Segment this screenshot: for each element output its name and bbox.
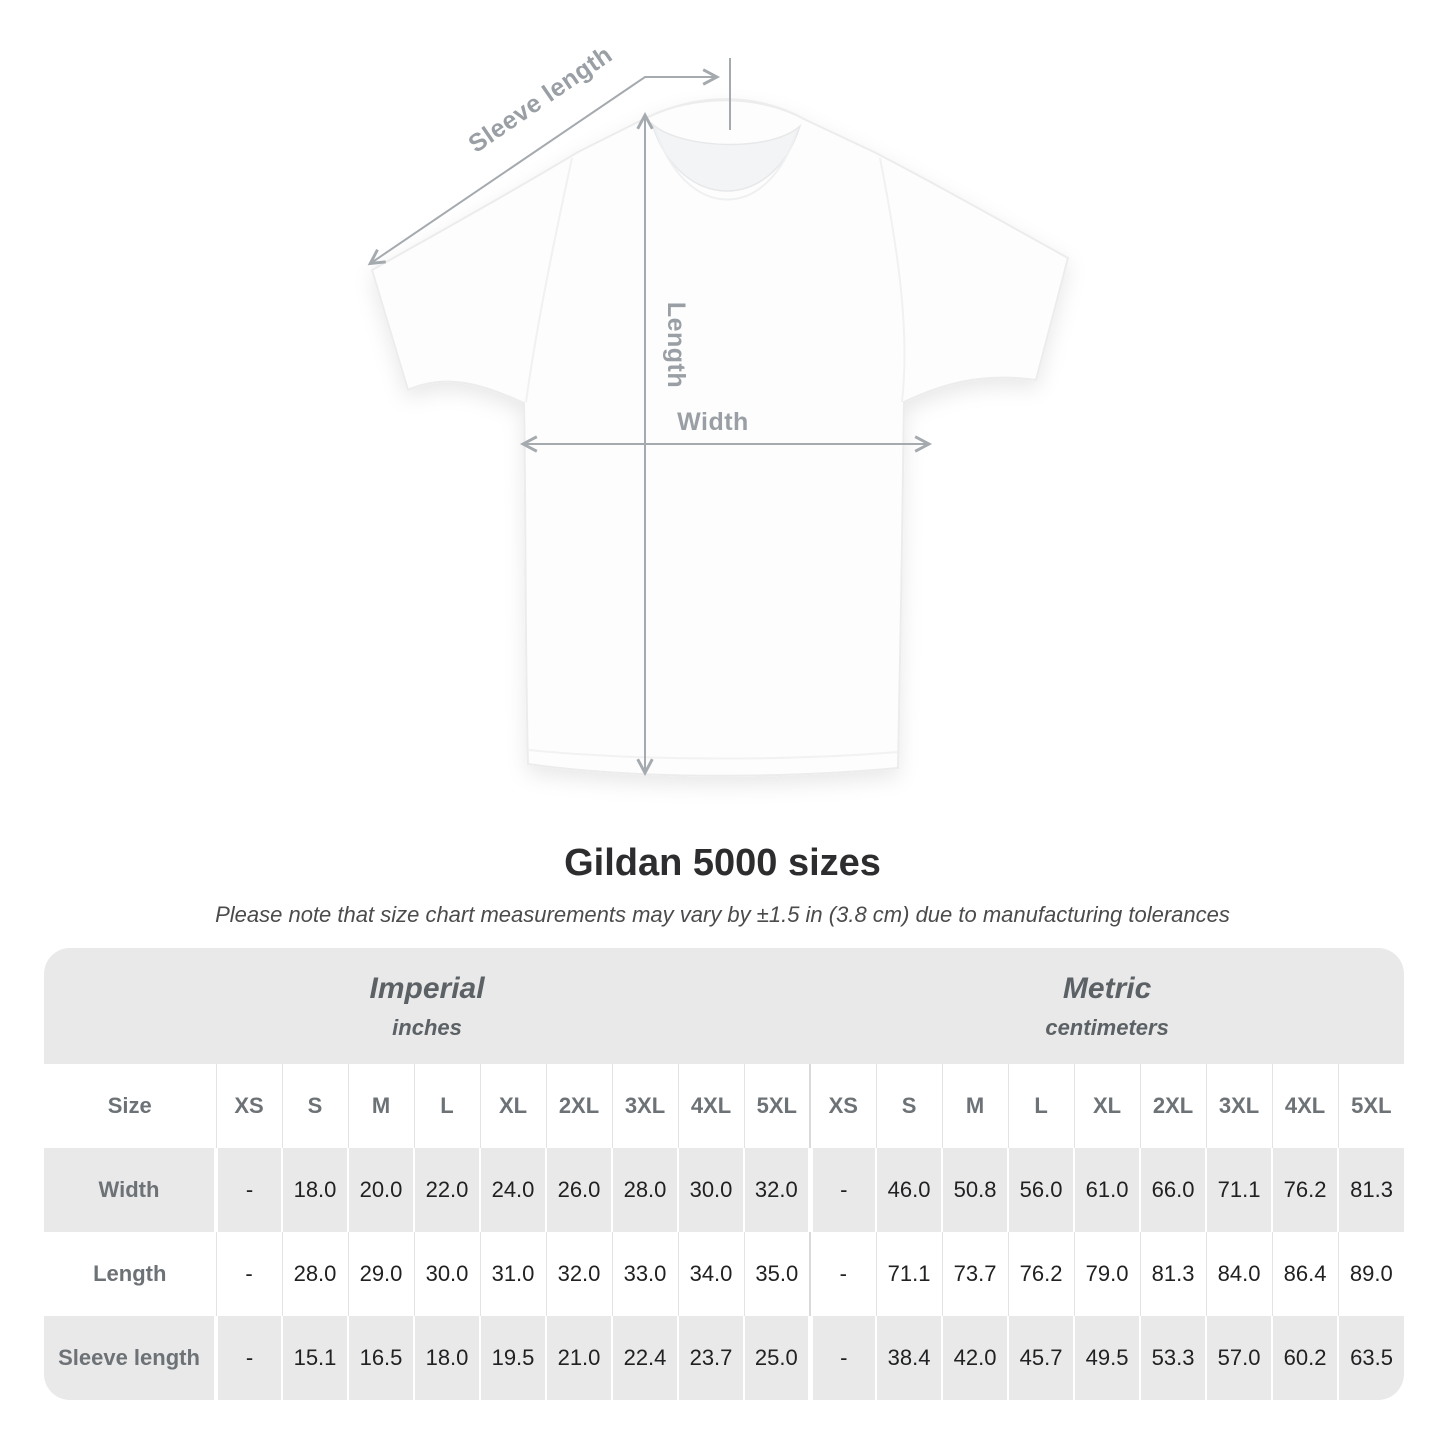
table-cell: 60.2	[1272, 1316, 1338, 1400]
table-cell: -	[216, 1148, 282, 1232]
table-cell: 22.4	[612, 1316, 678, 1400]
metric-unit: centimeters	[1045, 1014, 1169, 1040]
size-table	[44, 948, 1404, 1400]
table-cell: 30.0	[678, 1148, 744, 1232]
group-header-metric	[810, 948, 1404, 1064]
table-cell: 18.0	[282, 1148, 348, 1232]
length-label: Length	[662, 301, 690, 389]
table-cell: 49.5	[1074, 1316, 1140, 1400]
group-header-imperial	[44, 948, 810, 1064]
width-label: Width	[677, 408, 749, 436]
table-cell: 84.0	[1206, 1232, 1272, 1316]
table-cell: 28.0	[282, 1232, 348, 1316]
column-header-metric-3xl: 3XL	[1206, 1064, 1272, 1148]
table-cell: 23.7	[678, 1316, 744, 1400]
tshirt-body	[372, 99, 1068, 776]
column-header-imperial-3xl: 3XL	[612, 1064, 678, 1148]
table-cell: 32.0	[546, 1232, 612, 1316]
table-cell: 56.0	[1008, 1148, 1074, 1232]
table-cell: 42.0	[942, 1316, 1008, 1400]
table-cell: 71.1	[1206, 1148, 1272, 1232]
table-cell: 33.0	[612, 1232, 678, 1316]
column-header-metric-2xl: 2XL	[1140, 1064, 1206, 1148]
table-cell: 71.1	[876, 1232, 942, 1316]
row-label-length: Length	[44, 1232, 216, 1316]
table-cell: 29.0	[348, 1232, 414, 1316]
table-cell: 50.8	[942, 1148, 1008, 1232]
table-row-sleeve-length	[44, 1316, 1404, 1400]
table-cell: 30.0	[414, 1232, 480, 1316]
table-cell: 34.0	[678, 1232, 744, 1316]
table-cell: 66.0	[1140, 1148, 1206, 1232]
unit-group-header-row	[44, 948, 1404, 1064]
size-table-container	[44, 948, 1404, 1400]
table-row-width	[44, 1148, 1404, 1232]
table-cell: 38.4	[876, 1316, 942, 1400]
table-cell: 79.0	[1074, 1232, 1140, 1316]
row-label-sleeve-length: Sleeve length	[44, 1316, 216, 1400]
column-header-metric-m: M	[942, 1064, 1008, 1148]
table-cell: 35.0	[744, 1232, 810, 1316]
table-cell: -	[810, 1232, 876, 1316]
column-header-imperial-s: S	[282, 1064, 348, 1148]
table-cell: 25.0	[744, 1316, 810, 1400]
size-header-row	[44, 1064, 1404, 1148]
column-header-imperial-m: M	[348, 1064, 414, 1148]
column-header-metric-4xl: 4XL	[1272, 1064, 1338, 1148]
table-cell: 81.3	[1338, 1148, 1404, 1232]
column-header-imperial-l: L	[414, 1064, 480, 1148]
column-header-imperial-5xl: 5XL	[744, 1064, 810, 1148]
column-header-metric-xs: XS	[810, 1064, 876, 1148]
imperial-unit: inches	[392, 1014, 462, 1040]
table-cell: 81.3	[1140, 1232, 1206, 1316]
table-cell: 57.0	[1206, 1316, 1272, 1400]
column-header-imperial-2xl: 2XL	[546, 1064, 612, 1148]
column-header-imperial-xs: XS	[216, 1064, 282, 1148]
table-cell: 26.0	[546, 1148, 612, 1232]
table-cell: 28.0	[612, 1148, 678, 1232]
table-cell: 89.0	[1338, 1232, 1404, 1316]
table-cell: 61.0	[1074, 1148, 1140, 1232]
imperial-label: Imperial	[369, 971, 485, 1005]
column-header-metric-l: L	[1008, 1064, 1074, 1148]
size-column-header: Size	[44, 1064, 216, 1148]
page-subtitle: Please note that size chart measurements may vary by ±1.5 in (3.8 cm) due to manufacturing tolerances	[215, 902, 1230, 927]
sleeve-length-label: Sleeve length	[463, 40, 618, 159]
table-cell: 21.0	[546, 1316, 612, 1400]
column-header-metric-5xl: 5XL	[1338, 1064, 1404, 1148]
table-cell: 46.0	[876, 1148, 942, 1232]
table-cell: -	[216, 1232, 282, 1316]
table-cell: 76.2	[1272, 1148, 1338, 1232]
column-header-metric-xl: XL	[1074, 1064, 1140, 1148]
table-cell: 31.0	[480, 1232, 546, 1316]
metric-label: Metric	[1062, 971, 1152, 1005]
table-row-length	[44, 1232, 1404, 1316]
column-header-imperial-4xl: 4XL	[678, 1064, 744, 1148]
table-cell: 22.0	[414, 1148, 480, 1232]
table-cell: 18.0	[414, 1316, 480, 1400]
table-cell: 45.7	[1008, 1316, 1074, 1400]
table-cell: -	[810, 1316, 876, 1400]
table-cell: 32.0	[744, 1148, 810, 1232]
column-header-metric-s: S	[876, 1064, 942, 1148]
table-cell: 63.5	[1338, 1316, 1404, 1400]
table-cell: -	[216, 1316, 282, 1400]
table-cell: 16.5	[348, 1316, 414, 1400]
table-cell: 76.2	[1008, 1232, 1074, 1316]
table-cell: 73.7	[942, 1232, 1008, 1316]
table-cell: -	[810, 1148, 876, 1232]
table-cell: 24.0	[480, 1148, 546, 1232]
row-label-width: Width	[44, 1148, 216, 1232]
column-header-imperial-xl: XL	[480, 1064, 546, 1148]
table-cell: 86.4	[1272, 1232, 1338, 1316]
table-cell: 15.1	[282, 1316, 348, 1400]
table-cell: 19.5	[480, 1316, 546, 1400]
page-title: Gildan 5000 sizes	[564, 842, 881, 884]
table-cell: 53.3	[1140, 1316, 1206, 1400]
table-cell: 20.0	[348, 1148, 414, 1232]
